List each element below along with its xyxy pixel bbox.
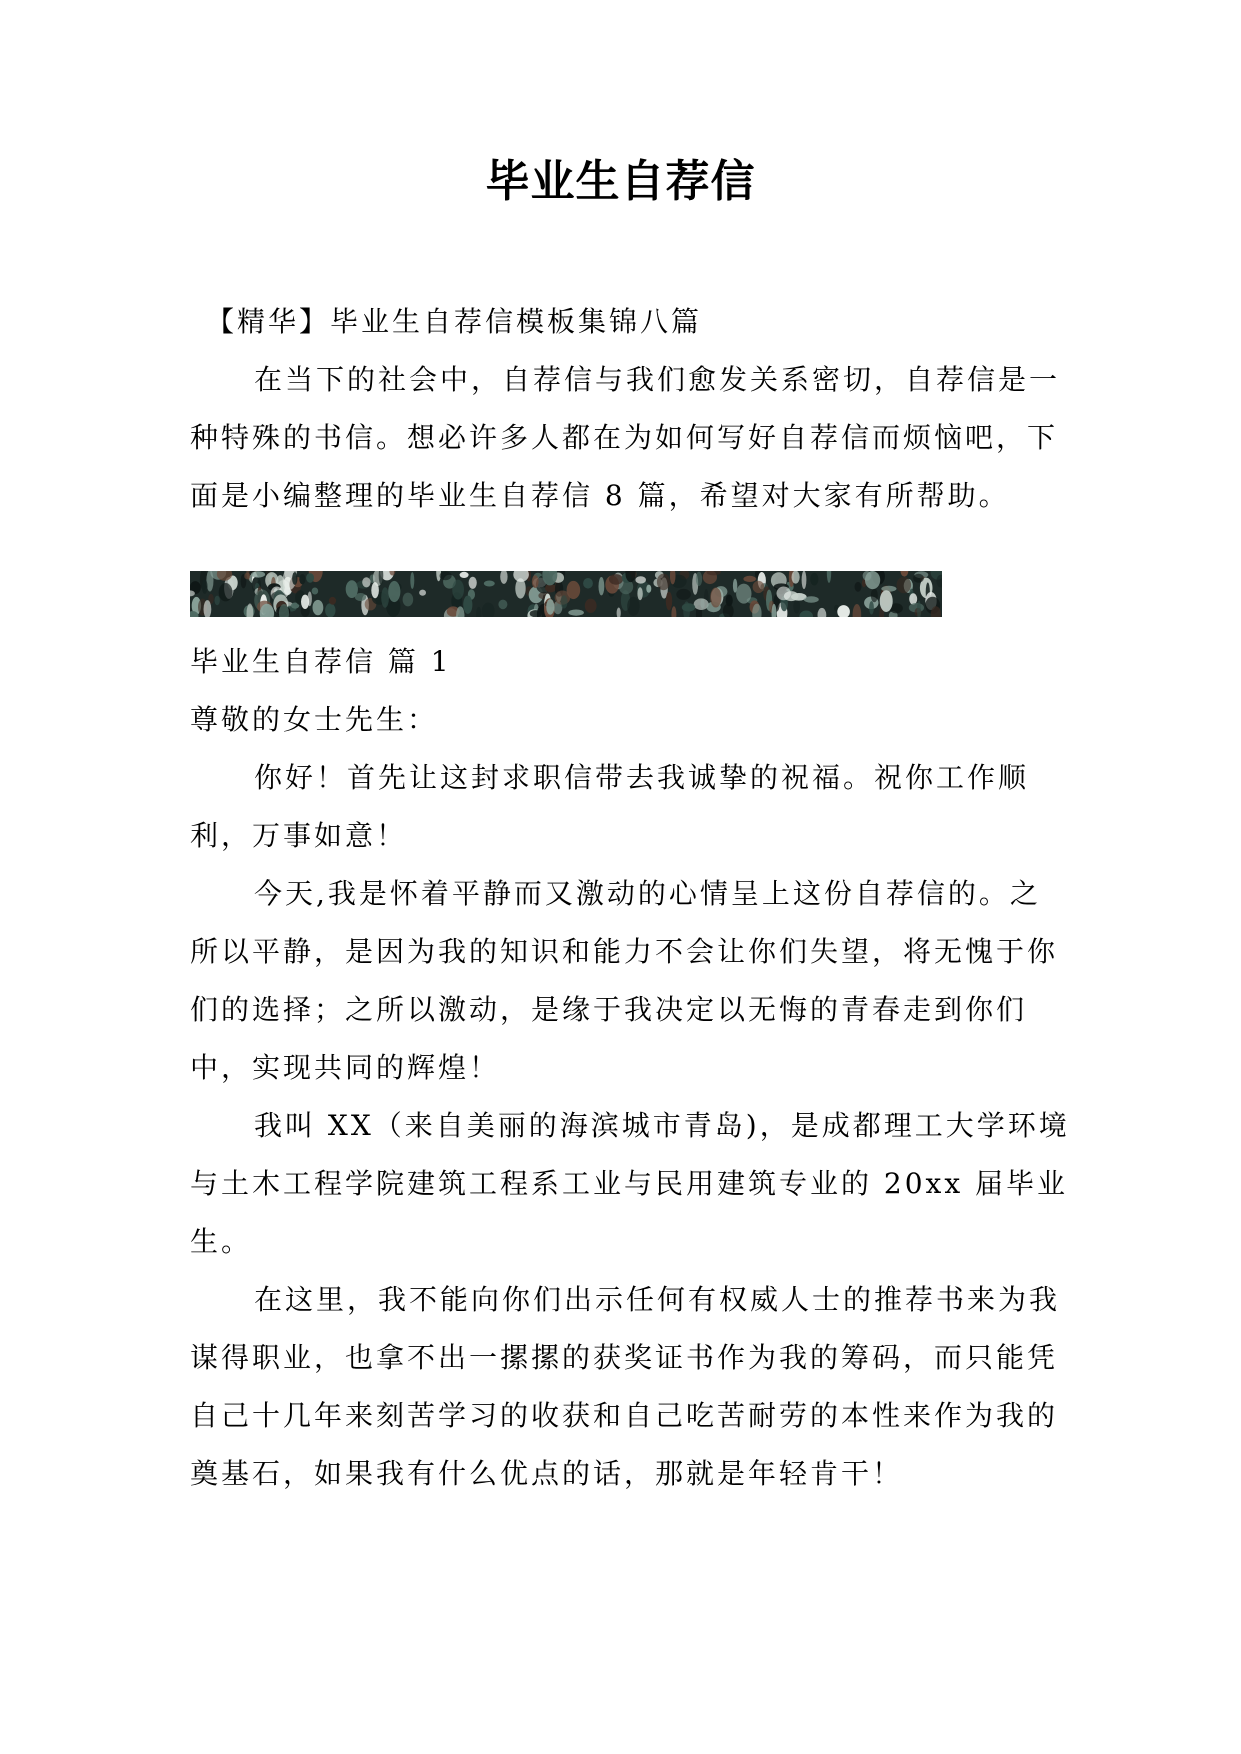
body-paragraph: 今天,我是怀着平静而又激动的心情呈上这份自荐信的。之所以平静，是因为我的知识和能力不会让你们失望，将无愧于你们的选择；之所以激动，是缘于我决定以无悔的青春走到你们中，实现共同的辉煌！ [190,877,1059,1084]
body-paragraph: 在这里，我不能向你们出示任何有权威人士的推荐书来为我谋得职业，也拿不出一摞摞的获奖证书作为我的筹码，而只能凭自己十几年来刻苦学习的收获和自己吃苦耐劳的本性来作为我的奠基石，如果我有什么优点的话，那就是年轻肯干！ [190,1283,1061,1490]
salutation: 尊敬的女士先生： [190,703,439,736]
document-body-lower [190,633,1070,1503]
body-paragraph: 你好！首先让这封求职信带去我诚挚的祝福。祝你工作顺利，万事如意！ [190,761,1030,852]
intro-paragraph: 在当下的社会中，自荐信与我们愈发关系密切，自荐信是一种特殊的书信。想必许多人都在为如何写好自荐信而烦恼吧，下面是小编整理的毕业生自荐信 8 篇，希望对大家有所帮助。 [190,363,1061,512]
document-subtitle: 【精华】毕业生自荐信模板集锦八篇 [206,305,703,338]
document-title: 毕业生自荐信 [485,156,756,207]
document-body-upper [190,293,1070,525]
crowd-photo-banner [190,571,942,617]
body-paragraph: 我叫 XX（来自美丽的海滨城市青岛)，是成都理工大学环境与土木工程学院建筑工程系工业与民用建筑专业的 20xx 届毕业生。 [190,1109,1070,1258]
section-heading: 毕业生自荐信 篇 1 [190,645,452,678]
